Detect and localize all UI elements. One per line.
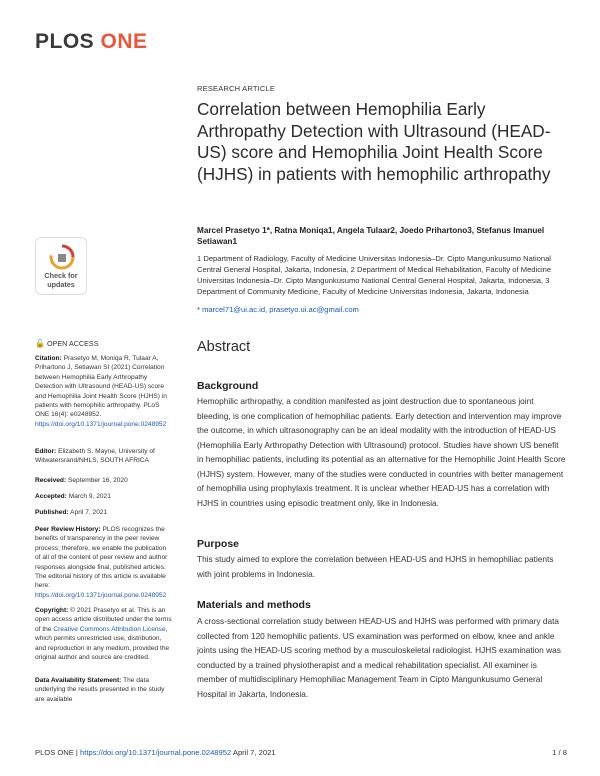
editor-block: Editor: Elizabeth S. Mayne, University of Witwatersrand/NHLS, SOUTH AFRICA [35,448,155,465]
accepted-date: Accepted: March 9, 2021 [35,493,111,500]
author-list: Marcel Prasetyo 1*, Ratna Moniqa1, Angela Tulaar2, Joedo Prihartono3, Stefanus Imanuel Setiawan1 [197,226,545,246]
article-type-label: RESEARCH ARTICLE [197,84,276,93]
received-date: Received: September 16, 2020 [35,477,128,484]
plos-one-logo: PLOS ONE [35,30,148,53]
methods-heading: Materials and methods [197,599,311,611]
license-link[interactable]: Creative Commons Attribution License [53,625,166,633]
published-date: Published: April 7, 2021 [35,509,108,516]
background-heading: Background [197,380,259,392]
methods-text: A cross-sectional correlation study between HEAD-US and HJHS was performed with primary data collected from 120 hemophilic patients. US examination was performed on elbow, knee and ankle joints using the HEAD-US scoring method by a musculoskeletal radiologist. HJHS examination was conducted by a trained physiotherapist and a medical rehabilitation specialist. All examiner is member of multidisciplinary Hemophiliac Management Team in Cipto Mangunkusumo General Hospital in Jakarta, Indonesia. [197,616,561,699]
peer-review-link[interactable]: https://doi.org/10.1371/journal.pone.0248952 [35,591,167,599]
article-title: Correlation between Hemophilia Early Arthropathy Detection with Ultrasound (HEAD-US) score and Hemophilia Joint Health Score (HJHS) in patients with hemophilic arthropathy [197,99,551,184]
check-updates-icon [49,244,75,270]
copyright-block: Copyright: © 2021 Prasetyo et al. This is an open access article distributed under the terms of the Creative Commons Attribution License, which permits unrestricted use, distribution, and reproduction in any medium, provided the original author and source are credited. [35,607,172,662]
page-footer: PLOS ONE | https://doi.org/10.1371/journal.pone.0248952 April 7, 2021 1 / 8 [35,748,567,757]
abstract-heading: Abstract [197,339,251,355]
background-text: Hemophilic arthropathy, a condition manifested as joint destruction due to spontaneous joint bleeding, is one complication of hemophiliac patients. Early detection and intervention may improve the outcome, in which ultrasonography can be an ideal modality with the introduction of HEAD-US (Hemophilia Early Arthropathy Detection with Ultrasound) protocol. Studies have shown US benefit in hemophiliac patients, including its potential as an alternative for the Hemophilic Joint Health Score (HJHS) system. However, many of the studies were conducted in countries with better management of hemophilia using prophylaxis treatment. It is unclear whether HEAD-US has a correlation with HJHS in countries using episodic treatment only, like in Indonesia. [197,396,566,508]
data-availability-block: Data Availability Statement: The data underlying the results presented in the study are available [35,677,165,703]
citation-doi-link[interactable]: https://doi.org/10.1371/journal.pone.0248952 [35,420,167,428]
purpose-heading: Purpose [197,538,240,550]
open-access-label: 🔓 OPEN ACCESS [35,339,99,348]
email-link[interactable]: marcel71@ui.ac.id, prasetyo.ui.ac@gmail.com [202,305,359,314]
affiliations: 1 Department of Radiology, Faculty of Medicine Universitas Indonesia–Dr. Cipto Mangunkusumo National Central General Hospital, Jakarta, Indonesia, 2 Department of Medical Rehabilitation, Faculty of Medicine Universitas Indonesia–Dr. Cipto Mangunkusumo National Central General Hospital, Jakarta, Indonesia, 3 Department of Community Medicine, Faculty of Medicine Universitas Indonesia, Jakarta, Indonesia [197,254,552,296]
peer-review-block: Peer Review History: PLOS recognizes the benefits of transparency in the peer review process; therefore, we enable the publication of all of the content of peer review and author responses alongside final, published articles. The editorial history of this article is available here: https://doi.org/10.1371/journal.pone.0248952 [35,526,168,599]
page-number: 1 / 8 [552,748,567,757]
citation-block: Citation: Prasetyo M, Moniqa R, Tulaar A, Prihartono J, Setiawan SI (2021) Correlation between Hemophilia Early Arthropathy Detection with Ultrasound (HEAD-US) score and Hemophilia Joint Health Score (HJHS) in patients with hemophilic arthropathy. PLoS ONE 16(4): e0248952. https://doi.org/10.1371/journal.pone.0248952 [35,355,167,428]
open-lock-icon: 🔓 [35,339,45,348]
footer-doi-link[interactable]: https://doi.org/10.1371/journal.pone.0248952 [80,748,232,757]
check-for-updates-badge[interactable]: Check for updates [35,237,87,295]
purpose-text: This study aimed to explore the correlation between HEAD-US and HJHS in hemophiliac patients with joint problems in Indonesia. [197,554,554,579]
corresponding-email: * marcel71@ui.ac.id, prasetyo.ui.ac@gmail.com [197,305,359,314]
